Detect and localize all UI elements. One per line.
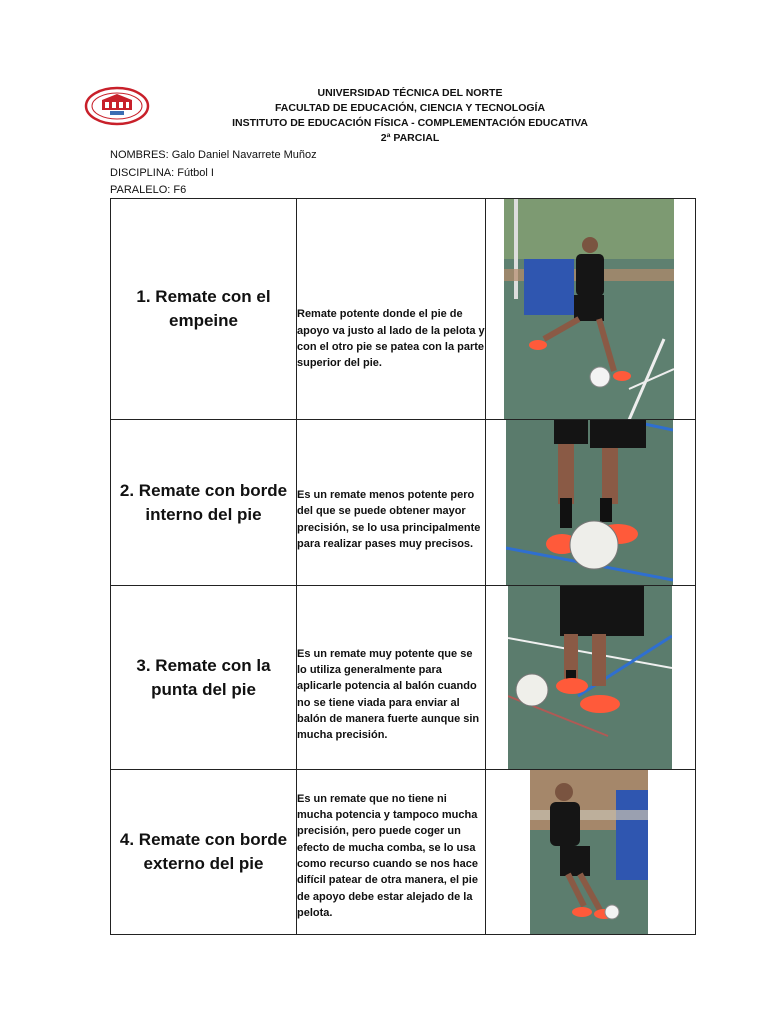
player-photo (530, 770, 648, 935)
technique-title: 3. Remate con la punta del pie (111, 586, 297, 770)
document-header (200, 86, 620, 146)
technique-photo-cell (486, 770, 696, 935)
faculty-name: FACULTAD DE EDUCACIÓN, CIENCIA Y TECNOLOGÍA (274, 102, 546, 114)
institute-name: INSTITUTO DE EDUCACIÓN FÍSICA - COMPLEMENTACIÓN EDUCATIVA (232, 117, 588, 129)
student-name: NOMBRES: Galo Daniel Navarrete Muñoz (110, 149, 317, 161)
technique-description: Es un remate menos potente pero del que se puede obtener mayor precisión, se lo usa principalmente para realizar pases muy precisos. (297, 420, 486, 586)
technique-photo-cell (486, 586, 696, 770)
technique-title: 4. Remate con borde externo del pie (111, 770, 297, 935)
table-row (111, 770, 696, 935)
technique-table (110, 198, 696, 935)
player-photo (504, 199, 674, 420)
table-row (111, 420, 696, 586)
discipline: DISCIPLINA: Fútbol I (110, 167, 214, 179)
term-label: 2ª PARCIAL (380, 132, 440, 144)
section: PARALELO: F6 (110, 184, 187, 196)
university-name: UNIVERSIDAD TÉCNICA DEL NORTE (317, 87, 503, 99)
technique-photo-cell (486, 420, 696, 586)
technique-description: Es un remate que no tiene ni mucha potencia y tampoco mucha precisión, pero puede coger un efecto de mucha comba, se lo usa como recurso cuando se nos hace difícil patear de otra manera, el pie de apoyo debe estar alejado de la pelota. (297, 770, 486, 935)
technique-title: 2. Remate con borde interno del pie (111, 420, 297, 586)
technique-description: Es un remate muy potente que se lo utiliza generalmente para aplicarle potencia al balón cuando no se tiene viada para enviar al balón de manera fuerte aunque sin mucha precisión. (297, 586, 486, 770)
technique-description: Remate potente donde el pie de apoyo va justo al lado de la pelota y con el otro pie se patea con la parte superior del pie. (297, 199, 486, 420)
table-row (111, 586, 696, 770)
technique-title: 1. Remate con el empeine (111, 199, 297, 420)
player-photo (508, 586, 672, 770)
university-logo (84, 86, 150, 126)
technique-photo-cell (486, 199, 696, 420)
table-row (111, 199, 696, 420)
player-photo (506, 420, 673, 586)
